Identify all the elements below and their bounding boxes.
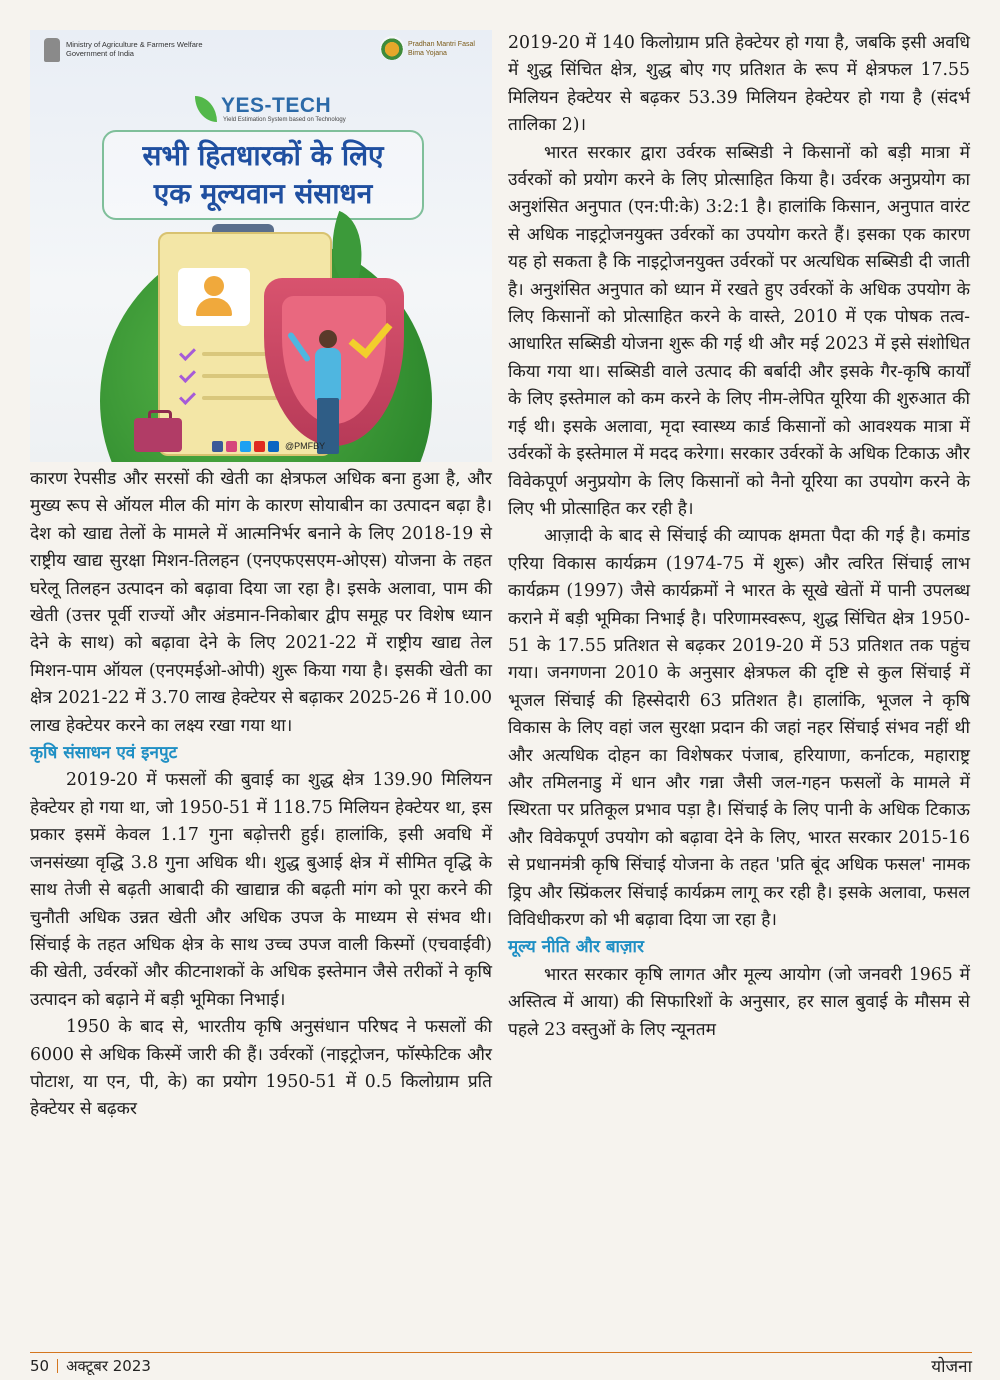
right-column (508, 30, 970, 1044)
footer-separator (57, 1359, 58, 1373)
social-handle: @PMFBY (285, 441, 326, 451)
social-bar (212, 438, 325, 454)
linkedin-icon (268, 441, 279, 452)
facebook-icon (212, 441, 223, 452)
pmfby-logo-icon (380, 36, 404, 60)
yes-tech-subtitle: Yield Estimation System based on Technology (223, 117, 346, 123)
paragraph: 1950 के बाद से, भारतीय कृषि अनुसंधान परिषद ने फसलों की 6000 से अधिक किस्में जारी की हैं। उर्वरकों (नाइट्रोजन, फॉस्फेटिक और पोटाश, या एन, पी, के) का प्रयोग 1950-51 में 0.5 किलोग्राम प्रति हेक्टेयर से बढ़कर (30, 1017, 492, 1120)
twitter-icon (240, 441, 251, 452)
left-column (30, 466, 492, 1124)
yes-tech-logo (185, 94, 345, 128)
poster-title-line-1: सभी हितधारकों के लिए (142, 139, 384, 172)
pmfby-label: Pradhan Mantri Fasal Bima Yojana (408, 41, 475, 57)
paragraph: भारत सरकार कृषि लागत और मूल्य आयोग (जो जनवरी 1965 में अस्तित्व में आया) की सिफारिशों के अनुसार, हर साल बुवाई के मौसम से पहले 23 वस्तुओं के लिए न्यूनतम (508, 964, 970, 1040)
list-line (202, 396, 282, 400)
youtube-icon (254, 441, 265, 452)
ministry-label: Ministry of Agriculture & Farmers Welfare Government of India (66, 40, 203, 58)
section-heading-agri-inputs: कृषि संसाधन एवं इनपुट (30, 743, 178, 764)
poster-title-box (102, 130, 424, 220)
paragraph: 2019-20 में फसलों की बुवाई का शुद्ध क्षेत्र 139.90 मिलियन हेक्टेयर हो गया था, जो 1950-51 में 118.75 मिलियन हेक्टेयर था, इस प्रकार इसमें केवल 1.17 गुना बढ़ोत्तरी हुई। हालांकि, इसी अवधि में जनसंख्या वृद्धि 3.8 गुना अधिक थी। शुद्ध बुआई क्षेत्र में सीमित वृद्धि के साथ तेजी से बढ़ती आबादी की खाद्यान्न की बढ़ती मांग को पूरा करने की चुनौती अधिक उन्नत खेती और अधिक उपज के माध्यम से संभव थी। सिंचाई के तहत अधिक क्षेत्र के साथ उच्च उपज वाली किस्मों (एचवाईवी) की खेती, उर्वरकों और कीटनाशकों के अधिक इस्तेमान जैसे तरीकों ने कृषि उत्पादन को बढ़ाने में बड़ी भूमिका निभाई। (30, 770, 492, 1010)
footer-left (30, 1356, 151, 1376)
yes-tech-title: YES-TECH (221, 94, 332, 117)
paragraph-continued: 2019-20 में 140 किलोग्राम प्रति हेक्टेयर हो गया है, जबकि इसी अवधि में शुद्ध सिंचित क्षेत्र, शुद्ध बोए गए प्रतिशत के रूप में क्षेत्रफल 17.55 मिलियन हेक्टेयर से बढ़कर 53.39 मिलियन हेक्टेयर हो गया है (संदर्भ तालिका 2)। (508, 33, 970, 136)
magazine-name: योजना (931, 1357, 972, 1377)
footer-rule (30, 1352, 972, 1353)
paragraph: आज़ादी के बाद से सिंचाई की व्यापक क्षमता पैदा की गई है। कमांड एरिया विकास कार्यक्रम (1974-75 में शुरू) और त्वरित सिंचाई लाभ कार्यक्रम (1997) जैसे कार्यक्रमों ने भारत के सूखे खेतों में पानी उपलब्ध कराने में बड़ी भूमिका निभाई है। परिणामस्वरूप, शुद्ध सिंचित क्षेत्र 1950-51 के 17.55 प्रतिशत से बढ़कर 2019-20 में 53 प्रतिशत तक पहुंच गया। जनगणना 2010 के अनुसार क्षेत्रफल की दृष्टि से कुल सिंचाई में भूजल सिंचाई की हिस्सेदारी 63 प्रतिशत है। हालांकि, भूजल ने कृषि विकास के लिए वहां जल सुरक्षा प्रदान की जहां नहर सिंचाई संभव नहीं थी और अत्यधिक दोहन का विशेषकर पंजाब, हरियाणा, कर्नाटक, महाराष्ट्र और तमिलनाडु में धान और गन्ना जैसी जल-गहन फसलों के मामले में स्थिरता पर प्रतिकूल प्रभाव पड़ा है। सिंचाई के लिए पानी के अधिक टिकाऊ और विवेकपूर्ण उपयोग को बढ़ावा देने के लिए, भारत सरकार 2015-16 से प्रधानमंत्री कृषि सिंचाई योजना के तहत 'प्रति बूंद अधिक फसल' नामक ड्रिप और स्प्रिंकलर सिंचाई कार्यक्रम लागू कर रही है। इसके अलावा, फसल विविधीकरण को भी बढ़ावा दिया जा रहा है। (508, 526, 970, 930)
poster-title-line-2: एक मूल्यवान संसाधन (153, 177, 373, 210)
briefcase-icon (134, 418, 182, 452)
national-emblem-icon (44, 38, 60, 62)
person-body (315, 348, 341, 400)
leaf-icon (195, 96, 217, 122)
section-heading-price-policy: मूल्य नीति और बाज़ार (508, 937, 644, 958)
paragraph: भारत सरकार द्वारा उर्वरक सब्सिडी ने किसानों को बड़ी मात्रा में उर्वरकों को प्रयोग करने के लिए प्रोत्साहित किया है। उर्वरक अनुप्रयोग का अनुशंसित अनुपात (एन:पी:के) 3:2:1 है। हालांकि किसान, अनुपात वारंट से अधिक नाइट्रोजनयुक्त उर्वरकों का उपयोग करते हैं। इसका एक कारण यह हो सकता है कि नाइट्रोजनयुक्त उर्वरकों पर अत्यधिक सब्सिडी दी जाती है। अनुशंसित अनुपात को ध्यान में रखते हुए उर्वरकों के अधिक उपयोग के लिए किसानों को प्रोत्साहित करने के वास्ते, 2010 में एक पोषक तत्व-आधारित सब्सिडी योजना शुरू की गई थी और मई 2023 में इसे संशोधित किया गया था। सब्सिडी वाले उत्पाद की बर्बादी और इसके गैर-कृषि कार्यों के लिए इस्तेमाल को कम करने के लिए नीम-लेपित यूरिया की शुरुआत की गई थी। इसके अलावा, मृदा स्वास्थ्य कार्ड किसानों को आवश्यक मात्रा में उर्वरकों के इस्तेमाल में मदद करेगा। सरकार उर्वरकों के अधिक टिकाऊ और विवेकपूर्ण अनुप्रयोग के लिए किसानों को नैनो यूरिया का उपयोग करने के लिए भी प्रोत्साहित कर रही है। (508, 142, 970, 519)
page-number: 50 (30, 1357, 50, 1375)
person-head (319, 330, 337, 348)
profile-head-icon (204, 276, 224, 296)
paragraph-continued: कारण रेपसीड और सरसों की खेती का क्षेत्रफल अधिक बना हुआ है, और मुख्य रूप से ऑयल मील की मांग के कारण सोयाबीन का उत्पादन बढ़ा है। देश को खाद्य तेलों के मामले में आत्मनिर्भर बनाने के लिए 2018-19 से राष्ट्रीय खाद्य सुरक्षा मिशन-तिलहन (एनएफएसएम-ओएस) योजना के तहत घरेलू तिलहन उत्पादन को बढ़ावा दिया जा रहा है। इसके अलावा, पाम की खेती (उत्तर पूर्वी राज्यों और अंडमान-निकोबार द्वीप समूह पर विशेष ध्यान देने के साथ) को बढ़ावा देने के लिए 2021-22 में राष्ट्रीय खाद्य तेल मिशन-पाम ऑयल (एनएमईओ-ओपी) शुरू किया गया है। इसकी खेती का क्षेत्र 2021-22 में 3.70 लाख हेक्टेयर से बढ़ाकर 2025-26 में 10.00 लाख हेक्टेयर करने का लक्ष्य रखा गया था। (30, 469, 492, 736)
issue-date: अक्टूबर 2023 (66, 1357, 151, 1375)
instagram-icon (226, 441, 237, 452)
yes-tech-poster (30, 30, 492, 462)
